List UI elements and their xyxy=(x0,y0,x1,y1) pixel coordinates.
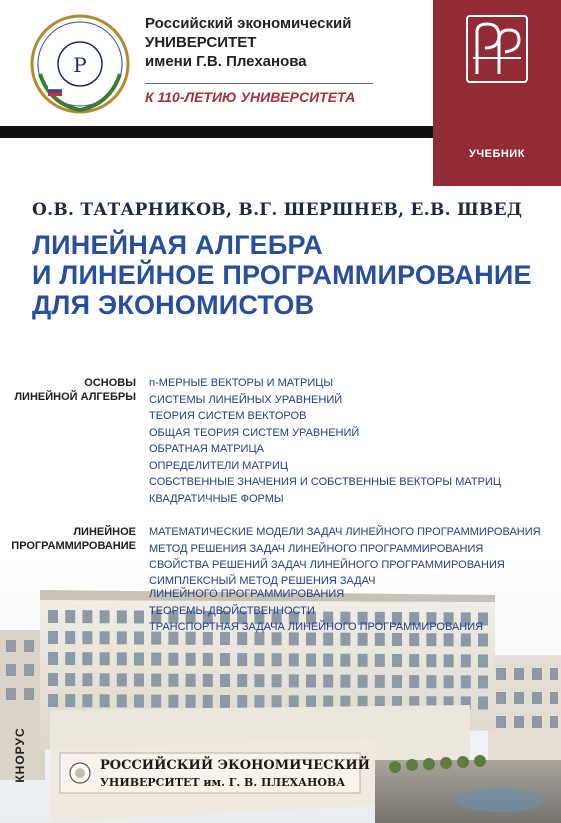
book-title-line-2: И ЛИНЕЙНОЕ ПРОГРАММИРОВАНИЕ xyxy=(32,260,532,290)
topic-item: ОБЩАЯ ТЕОРИЯ СИСТЕМ УРАВНЕНИЙ xyxy=(149,426,360,439)
building-sign-line-2: УНИВЕРСИТЕТ им. Г. В. ПЛЕХАНОВА xyxy=(100,776,346,789)
genre-label: УЧЕБНИК xyxy=(469,148,525,160)
anniversary-caption: К 110-ЛЕТИЮ УНИВЕРСИТЕТА xyxy=(145,89,356,105)
topic-item: ТЕОРЕМЫ ДВОЙСТВЕННОСТИ xyxy=(149,604,315,617)
topic-item: МАТЕМАТИЧЕСКИЕ МОДЕЛИ ЗАДАЧ ЛИНЕЙНОГО ПРОГРАММИРОВАНИЯ xyxy=(149,526,541,538)
university-monogram-icon xyxy=(443,10,551,90)
series-panel xyxy=(433,0,561,186)
university-name-line-2: УНИВЕРСИТЕТ xyxy=(145,34,257,51)
topic-item: ОПРЕДЕЛИТЕЛИ МАТРИЦ xyxy=(149,459,289,472)
authors: О.В. ТАТАРНИКОВ, В.Г. ШЕРШНЕВ, Е.В. ШВЕД xyxy=(32,200,523,220)
topic-list-linear-programming xyxy=(149,524,554,636)
topic-item: МЕТОД РЕШЕНИЯ ЗАДАЧ ЛИНЕЙНОГО ПРОГРАММИРОВАНИЯ xyxy=(149,542,484,555)
publisher-name: КНОРУС xyxy=(13,727,27,783)
section-label-line: ОСНОВЫ xyxy=(84,377,136,389)
topic-item: ТЕОРИЯ СИСТЕМ ВЕКТОРОВ xyxy=(149,410,307,422)
publisher-label xyxy=(8,720,32,800)
topic-item: СИСТЕМЫ ЛИНЕЙНЫХ УРАВНЕНИЙ xyxy=(149,393,343,406)
book-title-line-1: ЛИНЕЙНАЯ АЛГЕБРА xyxy=(32,230,323,260)
topic-item: ОБРАТНАЯ МАТРИЦА xyxy=(149,443,264,455)
section-label-line: ПРОГРАММИРОВАНИЕ xyxy=(11,540,136,552)
section-label-line: ЛИНЕЙНОЕ xyxy=(73,526,136,538)
topic-item: КВАДРАТИЧНЫЕ ФОРМЫ xyxy=(149,492,284,505)
book-title xyxy=(32,230,552,320)
section-label-linear-programming xyxy=(0,525,136,553)
topic-item: СОБСТВЕННЫЕ ЗНАЧЕНИЯ И СОБСТВЕННЫЕ ВЕКТОРЫ МАТРИЦ xyxy=(149,476,501,488)
university-seal xyxy=(30,14,130,114)
university-name xyxy=(145,14,385,71)
topic-list-linear-algebra xyxy=(149,375,554,507)
topic-item: СИМПЛЕКСНЫЙ МЕТОД РЕШЕНИЯ ЗАДАЧ ЛИНЕЙНОГО ПРОГРАММИРОВАНИЯ xyxy=(149,574,376,600)
book-title-line-3: ДЛЯ ЭКОНОМИСТОВ xyxy=(32,290,315,320)
section-label-line: ЛИНЕЙНОЙ АЛГЕБРЫ xyxy=(14,391,136,403)
section-label-linear-algebra xyxy=(0,376,136,404)
topic-item: ТРАНСПОРТНАЯ ЗАДАЧА ЛИНЕЙНОГО ПРОГРАММИРОВАНИЯ xyxy=(149,621,484,633)
topic-item: СВОЙСТВА РЕШЕНИЙ ЗАДАЧ ЛИНЕЙНОГО ПРОГРАММИРОВАНИЯ xyxy=(149,559,505,571)
university-name-line-1: Российский экономический xyxy=(145,15,352,32)
university-name-line-3: имени Г.В. Плеханова xyxy=(145,53,307,70)
building-sign-line-1: РОССИЙСКИЙ ЭКОНОМИЧЕСКИЙ xyxy=(100,758,370,773)
header-divider xyxy=(145,83,373,84)
topic-item: n-МЕРНЫЕ ВЕКТОРЫ И МАТРИЦЫ xyxy=(149,377,334,389)
svg-text:Р: Р xyxy=(73,53,87,77)
